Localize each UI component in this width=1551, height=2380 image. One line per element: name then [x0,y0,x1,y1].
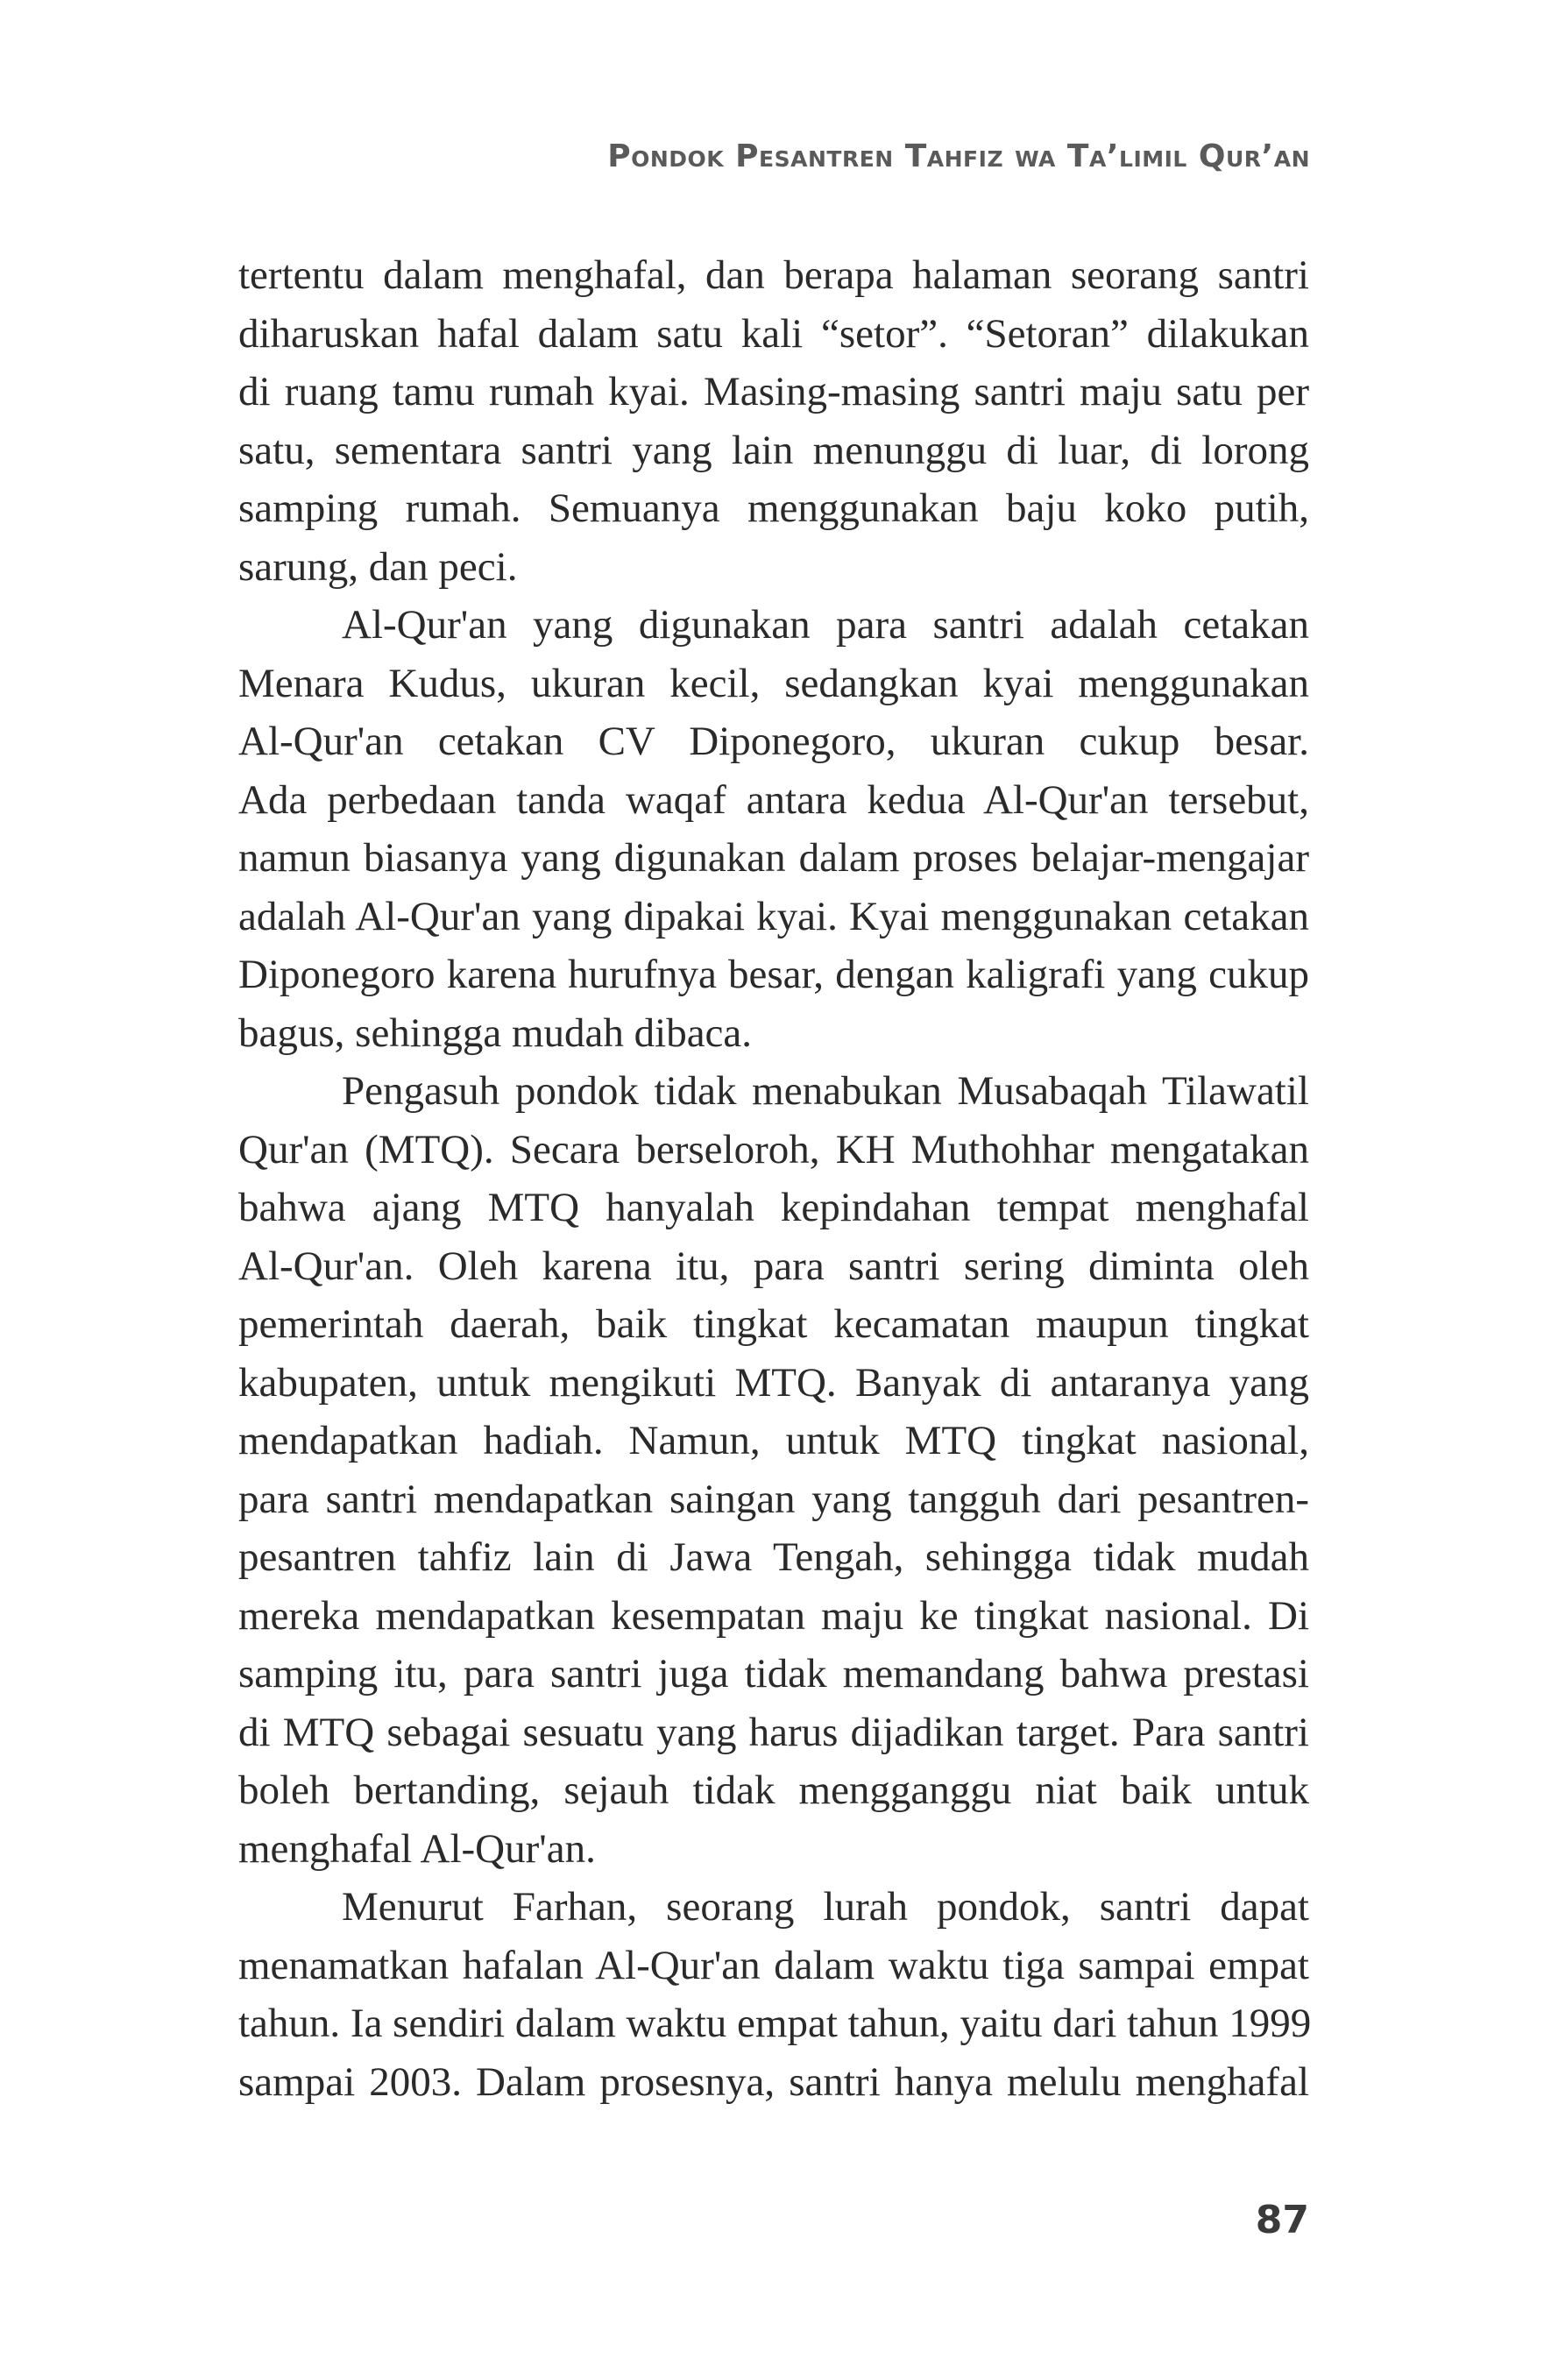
text-line: Menurut Farhan, seorang lurah pondok, santri dapat [342,1884,1309,1930]
text-line: sampai 2003. Dalam prosesnya, santri hanya melulu menghafal [238,2058,1309,2105]
text-line: tertentu dalam menghafal, dan berapa halaman seorang santri [238,252,1309,298]
text-line: pesantren tahfiz lain di Jawa Tengah, sehingga tidak mudah [238,1534,1309,1580]
text-line: Menara Kudus, ukuran kecil, sedangkan kyai menggunakan [238,660,1309,706]
text-line: namun biasanya yang digunakan dalam proses belajar-mengajar [238,835,1309,881]
body-text [238,246,1312,2111]
text-line: samping itu, para santri juga tidak memandang bahwa prestasi [238,1651,1309,1696]
text-line: di MTQ sebagai sesuatu yang harus dijadikan target. Para santri [238,1709,1309,1755]
text-line: diharuskan hafal dalam satu kali “setor”. “Setoran” dilakukan [238,310,1309,357]
text-line: Al-Qur'an. Oleh karena itu, para santri sering diminta oleh [238,1243,1309,1289]
text-line: Al-Qur'an yang digunakan para santri adalah cetakan [342,602,1309,648]
text-line: adalah Al-Qur'an yang dipakai kyai. Kyai menggunakan cetakan [238,893,1309,939]
text-line: bagus, sehingga mudah dibaca. [238,1009,753,1056]
paragraph [238,1062,1309,1878]
text-line: Pengasuh pondok tidak menabukan Musabaqah Tilawatil [342,1068,1309,1114]
text-line: mendapatkan hadiah. Namun, untuk MTQ tingkat nasional, [238,1418,1309,1463]
text-line: kabupaten, untuk mengikuti MTQ. Banyak di antaranya yang [238,1359,1309,1406]
text-line: menghafal Al-Qur'an. [238,1825,596,1872]
paragraph [238,246,1309,596]
text-line: mereka mendapatkan kesempatan maju ke tingkat nasional. Di [238,1592,1309,1639]
text-line: para santri mendapatkan saingan yang tangguh dari pesantren- [238,1476,1309,1522]
running-header: Pondok Pesantren Tahfiz wa Ta’limil Qur’an [607,138,1310,174]
paragraph [238,596,1309,1062]
text-line: boleh bertanding, sejauh tidak mengganggu niat baik untuk [238,1767,1309,1813]
text-line: satu, sementara santri yang lain menunggu di luar, di lorong [238,427,1309,473]
text-line: di ruang tamu rumah kyai. Masing-masing santri maju satu per [238,369,1309,414]
paragraph [238,1878,1312,2111]
text-line: Diponegoro karena hurufnya besar, dengan kaligrafi yang cukup [238,952,1309,997]
text-line: Ada perbedaan tanda waqaf antara kedua Al-Qur'an tersebut, [238,776,1309,823]
text-line: bahwa ajang MTQ hanyalah kepindahan tempat menghafal [238,1185,1309,1230]
text-line: menamatkan hafalan Al-Qur'an dalam waktu tiga sampai empat [238,1942,1309,1988]
text-line: Qur'an (MTQ). Secara berseloroh, KH Muthohhar mengatakan [238,1126,1309,1172]
text-line: tahun. Ia sendiri dalam waktu empat tahun, yaitu dari tahun 1999 [238,2001,1312,2046]
page-number: 87 [1255,2198,1309,2242]
text-line: sarung, dan peci. [238,543,518,590]
text-line: pemerintah daerah, baik tingkat kecamatan maupun tingkat [238,1301,1309,1347]
text-line: Al-Qur'an cetakan CV Diponegoro, ukuran cukup besar. [238,719,1309,764]
text-line: samping rumah. Semuanya menggunakan baju koko putih, [238,485,1309,531]
